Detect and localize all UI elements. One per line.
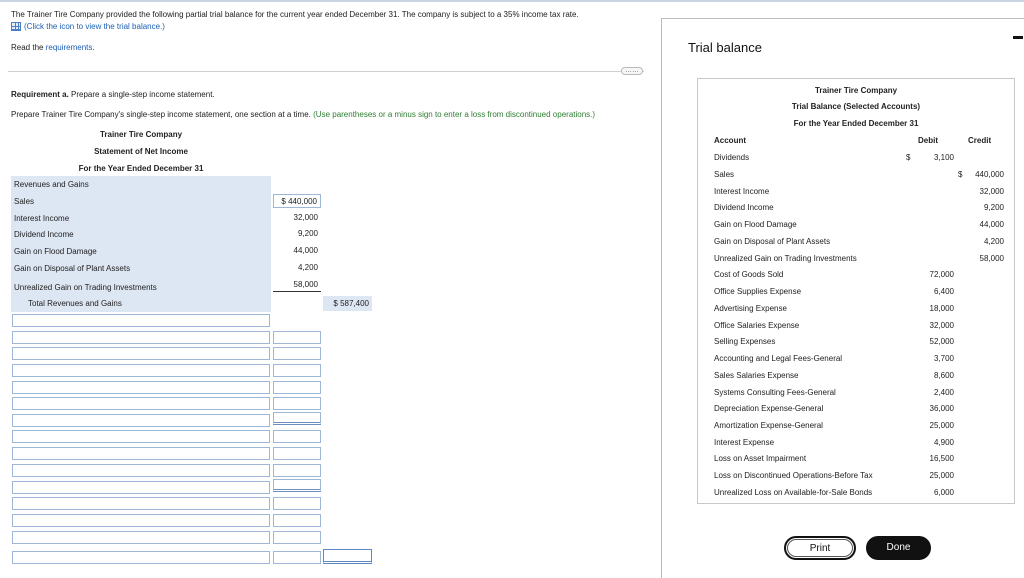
read-requirements xyxy=(11,43,95,52)
section-label: Revenues and Gains xyxy=(14,180,89,189)
requirements-link[interactable]: requirements xyxy=(45,43,93,52)
tb-account: Cost of Goods Sold xyxy=(714,270,784,279)
tb-account: Depreciation Expense-General xyxy=(714,404,824,413)
account-input[interactable] xyxy=(12,347,270,360)
amount-input[interactable] xyxy=(273,397,321,410)
amount-input[interactable] xyxy=(273,479,321,492)
instructions-hint: (Use parentheses or a minus sign to enter a loss from discontinued operations.) xyxy=(313,110,596,119)
instructions xyxy=(11,110,595,119)
debit-dollar: $ xyxy=(906,153,911,162)
account-input[interactable] xyxy=(12,497,270,510)
top-accent-bar xyxy=(0,0,1024,2)
statement-row-label: Interest Income xyxy=(14,214,70,223)
print-button[interactable]: Print xyxy=(784,536,856,560)
account-input[interactable] xyxy=(12,331,270,344)
tb-account: Systems Consulting Fees-General xyxy=(714,388,836,397)
net-income-input[interactable] xyxy=(323,549,372,564)
tb-account: Gain on Disposal of Plant Assets xyxy=(714,237,831,246)
requirement-heading xyxy=(11,90,215,99)
col-account: Account xyxy=(714,136,746,145)
tb-account: Gain on Flood Damage xyxy=(714,220,797,229)
instructions-text: Prepare Trainer Tire Company's single-step income statement, one section at a time. xyxy=(11,110,314,119)
read-prefix: Read the xyxy=(11,43,46,52)
amount-input[interactable] xyxy=(273,464,321,477)
tb-debit: 16,500 xyxy=(929,454,954,463)
tb-account: Dividends xyxy=(714,153,750,162)
amount-input[interactable] xyxy=(273,430,321,443)
tb-debit: 36,000 xyxy=(929,404,954,413)
statement-row-amount[interactable]: 58,000 xyxy=(273,278,321,292)
tb-debit: 6,000 xyxy=(933,488,954,497)
trial-balance-link-text[interactable]: (Click the icon to view the trial balance.) xyxy=(24,22,165,31)
panel-title: Trial balance xyxy=(688,40,762,55)
section-divider xyxy=(8,71,644,72)
tb-debit: 3,700 xyxy=(933,354,954,363)
tb-credit: 32,000 xyxy=(979,187,1004,196)
amount-input[interactable] xyxy=(273,514,321,527)
tb-account: Interest Expense xyxy=(714,438,775,447)
tb-debit: 3,100 xyxy=(933,153,954,162)
tb-company: Trainer Tire Company xyxy=(814,86,898,95)
tb-account: Loss on Discontinued Operations-Before Tax xyxy=(714,471,873,480)
tb-debit: 2,400 xyxy=(933,388,954,397)
tb-account: Dividend Income xyxy=(714,203,774,212)
account-input[interactable] xyxy=(12,314,270,327)
amount-input[interactable] xyxy=(273,381,321,394)
tb-credit: 4,200 xyxy=(983,237,1004,246)
tb-account: Advertising Expense xyxy=(714,304,787,313)
tb-credit: 9,200 xyxy=(983,203,1004,212)
tb-debit: 52,000 xyxy=(929,337,954,346)
tb-account: Accounting and Legal Fees-General xyxy=(714,354,843,363)
statement-row-amount[interactable]: 4,200 xyxy=(297,263,318,272)
tb-credit: 58,000 xyxy=(979,254,1004,263)
requirement-label: Requirement a. xyxy=(11,90,69,99)
amount-input[interactable] xyxy=(273,531,321,544)
total-label: Total Revenues and Gains xyxy=(28,299,122,308)
account-input[interactable] xyxy=(12,364,270,377)
statement-row-amount[interactable]: 44,000 xyxy=(293,246,318,255)
tb-account: Loss on Asset Impairment xyxy=(714,454,807,463)
amount-input[interactable] xyxy=(273,412,321,425)
tb-debit: 18,000 xyxy=(929,304,954,313)
statement-row-label: Gain on Flood Damage xyxy=(14,247,97,256)
statement-row-amount[interactable]: 9,200 xyxy=(297,229,318,238)
tb-debit: 8,600 xyxy=(933,371,954,380)
account-input[interactable] xyxy=(12,381,270,394)
expand-more-button[interactable]: …… xyxy=(621,67,643,75)
tb-debit: 25,000 xyxy=(929,421,954,430)
amount-input[interactable] xyxy=(273,551,321,564)
tb-account: Office Supplies Expense xyxy=(714,287,802,296)
requirement-text: Prepare a single-step income statement. xyxy=(68,90,215,99)
amount-input[interactable] xyxy=(273,497,321,510)
tb-account: Selling Expenses xyxy=(714,337,776,346)
tb-account: Unrealized Gain on Trading Investments xyxy=(714,254,857,263)
amount-input[interactable] xyxy=(273,447,321,460)
tb-debit: 6,400 xyxy=(933,287,954,296)
account-input[interactable] xyxy=(12,531,270,544)
account-input[interactable] xyxy=(12,481,270,494)
read-suffix: . xyxy=(92,43,95,52)
table-icon[interactable] xyxy=(11,22,21,31)
tb-account: Sales Salaries Expense xyxy=(714,371,799,380)
tb-account: Unrealized Loss on Available-for-Sale Bonds xyxy=(714,488,873,497)
tb-subtitle: Trial Balance (Selected Accounts) xyxy=(791,102,921,111)
tb-debit: 32,000 xyxy=(929,321,954,330)
tb-credit: 440,000 xyxy=(975,170,1004,179)
tb-period: For the Year Ended December 31 xyxy=(793,119,919,128)
problem-intro: The Trainer Tire Company provided the following partial trial balance for the current year ended December 31. The company is subject to a 35% income tax rate. xyxy=(11,10,579,19)
done-button[interactable]: Done xyxy=(866,536,931,560)
trial-balance-link[interactable] xyxy=(11,22,165,31)
statement-period: For the Year Ended December 31 xyxy=(78,164,204,173)
tb-account: Interest Income xyxy=(714,187,770,196)
statement-row-amount[interactable]: $ 440,000 xyxy=(273,194,321,208)
col-debit: Debit xyxy=(918,136,938,145)
credit-dollar: $ xyxy=(958,170,963,179)
tb-credit: 44,000 xyxy=(979,220,1004,229)
tb-account: Amortization Expense-General xyxy=(714,421,823,430)
account-input[interactable] xyxy=(12,397,270,410)
tb-debit: 4,900 xyxy=(933,438,954,447)
minimize-icon[interactable] xyxy=(1013,36,1023,39)
statement-row-label: Gain on Disposal of Plant Assets xyxy=(14,264,131,273)
statement-title: Statement of Net Income xyxy=(94,147,188,156)
amount-input[interactable] xyxy=(273,347,321,360)
account-input[interactable] xyxy=(12,514,270,527)
statement-row-label: Sales xyxy=(14,197,35,206)
col-credit: Credit xyxy=(968,136,992,145)
statement-row-label: Unrealized Gain on Trading Investments xyxy=(14,283,157,292)
account-input[interactable] xyxy=(12,551,270,564)
tb-debit: 25,000 xyxy=(929,471,954,480)
statement-row-label: Dividend Income xyxy=(14,230,74,239)
total-amount[interactable]: $ 587,400 xyxy=(323,296,372,311)
account-input[interactable] xyxy=(12,447,270,460)
statement-row-amount[interactable]: 32,000 xyxy=(293,213,318,222)
account-input[interactable] xyxy=(12,430,270,443)
statement-company: Trainer Tire Company xyxy=(99,130,183,139)
tb-account: Office Salaries Expense xyxy=(714,321,800,330)
amount-input[interactable] xyxy=(273,364,321,377)
amount-input[interactable] xyxy=(273,331,321,344)
tb-debit: 72,000 xyxy=(929,270,954,279)
account-input[interactable] xyxy=(12,414,270,427)
account-input[interactable] xyxy=(12,464,270,477)
tb-account: Sales xyxy=(714,170,735,179)
